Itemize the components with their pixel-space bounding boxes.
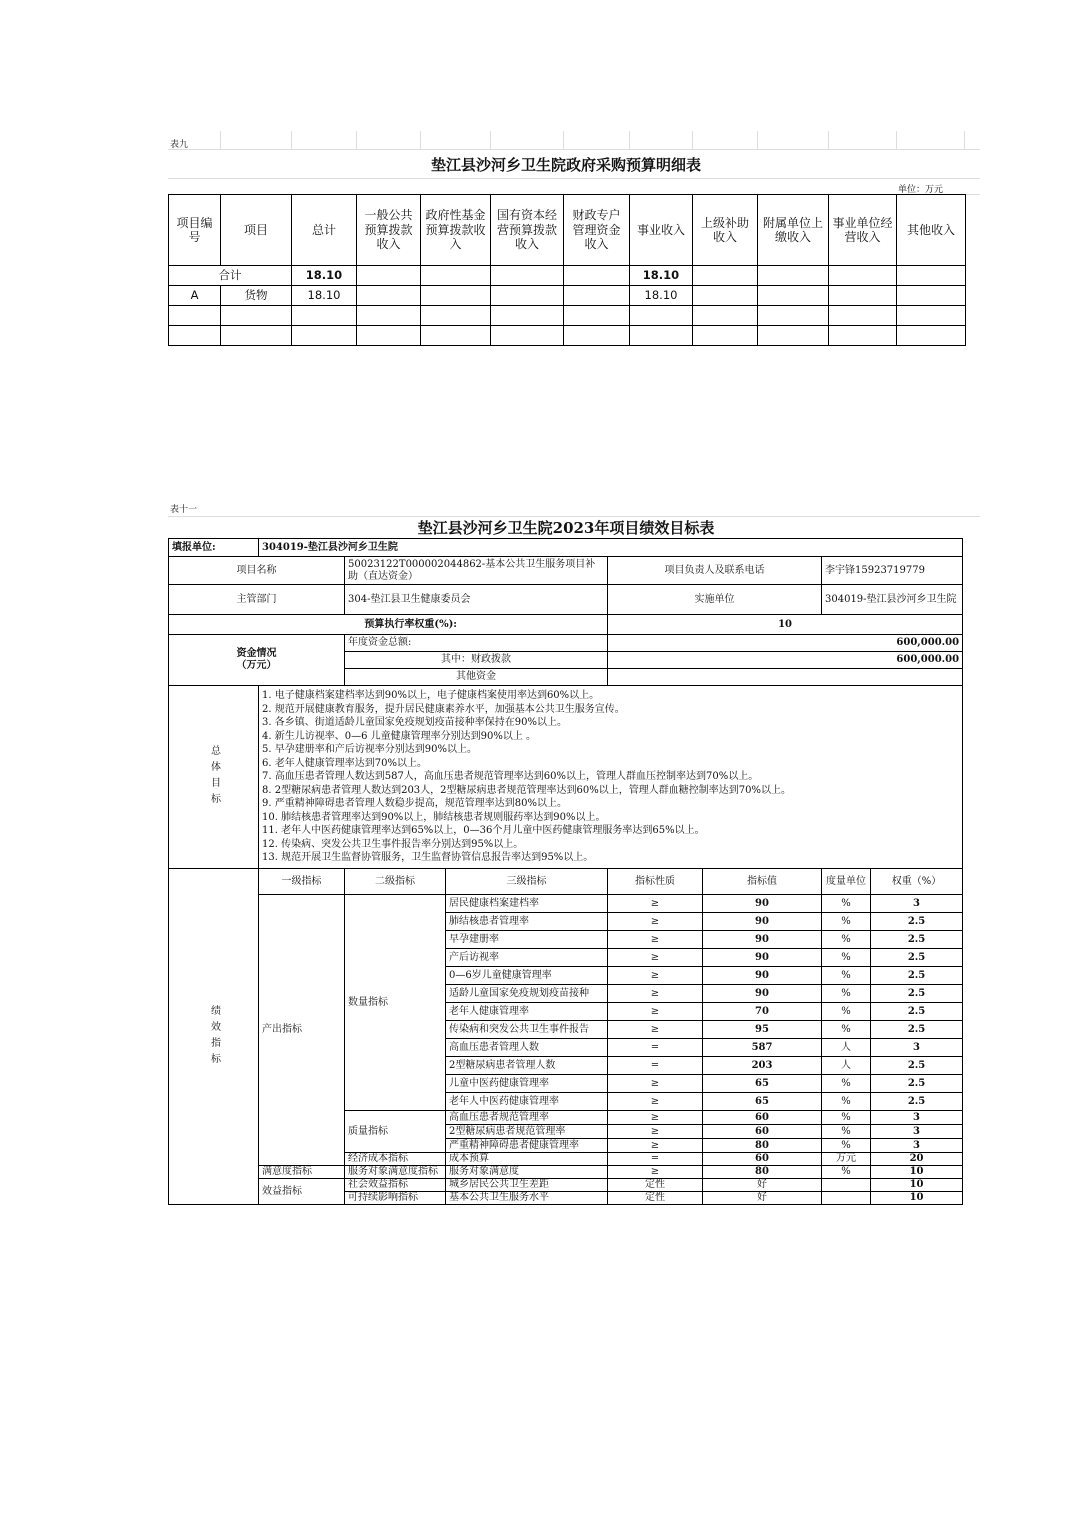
indicator-value: 60	[703, 1111, 822, 1125]
goal-item: 10. 肺结核患者管理率达到90%以上，肺结核患者规则服药率达到90%以上。	[262, 811, 606, 823]
table9	[168, 194, 966, 346]
leader-value: 李宇锋15923719779	[822, 557, 963, 585]
goal-item: 9. 严重精神障碍患者管理人数稳步提高，规范管理率达到80%以上。	[262, 798, 567, 810]
fund-fiscal-label: 其中：财政拨款	[345, 652, 608, 669]
goal-item: 13. 规范开展卫生监督协管服务，卫生监督协管信息报告率达到95%以上。	[262, 852, 594, 864]
indicator-name: 严重精神障碍患者健康管理率	[446, 1139, 608, 1153]
indicator-weight: 2.5	[871, 1003, 963, 1021]
indicator-op: ≥	[608, 1139, 703, 1153]
indicator-value: 80	[703, 1139, 822, 1153]
header-cell: 附属单位上缴收入	[758, 195, 829, 266]
indicator-value: 90	[703, 913, 822, 931]
total-value: 18.10	[292, 266, 357, 286]
indicator-value: 80	[703, 1166, 822, 1179]
indicator-name: 老年人健康管理率	[446, 1003, 608, 1021]
indicator-op: ≥	[608, 1093, 703, 1111]
indicator-name: 2型糖尿病患者规范管理率	[446, 1125, 608, 1139]
total-label: 合计	[169, 266, 292, 286]
indicator-unit: %	[822, 1021, 871, 1039]
table9-header-row	[169, 195, 966, 266]
col-header: 二级指标	[345, 869, 446, 895]
indicator-value: 90	[703, 931, 822, 949]
indicator-value: 90	[703, 895, 822, 913]
table11	[168, 538, 963, 1205]
level2-service: 服务对象满意度指标	[345, 1166, 446, 1179]
indicator-weight: 3	[871, 1111, 963, 1125]
indicator-name: 传染病和突发公共卫生事件报告	[446, 1021, 608, 1039]
indicator-op: ≥	[608, 1003, 703, 1021]
col-header: 三级指标	[446, 869, 608, 895]
indicator-name: 基本公共卫生服务水平	[446, 1192, 608, 1205]
indicator-op: ≥	[608, 1111, 703, 1125]
fill-unit-value: 304019-垫江县沙河乡卫生院	[259, 539, 963, 557]
indicator-name: 早孕建册率	[446, 931, 608, 949]
impl-value: 304019-垫江县沙河乡卫生院	[822, 585, 963, 615]
table11-label: 表十一	[170, 505, 198, 515]
table-row	[169, 306, 966, 326]
indicator-unit: %	[822, 949, 871, 967]
indicator-name: 居民健康档案建档率	[446, 895, 608, 913]
header-cell: 上级补助收入	[693, 195, 758, 266]
header-cell: 项目编号	[169, 195, 221, 266]
weight-value: 10	[608, 615, 963, 635]
dept-label: 主管部门	[169, 585, 345, 615]
indicator-unit: %	[822, 1003, 871, 1021]
table11-title: 垫江县沙河乡卫生院2023年项目绩效目标表	[417, 519, 715, 537]
row-total: 18.10	[292, 286, 357, 306]
indicator-value: 90	[703, 967, 822, 985]
indicator-weight: 2.5	[871, 1075, 963, 1093]
indicator-op: ≥	[608, 985, 703, 1003]
project-name-label: 项目名称	[169, 557, 345, 585]
indicator-op: =	[608, 1153, 703, 1166]
header-cell: 其他收入	[897, 195, 966, 266]
fill-unit-row	[169, 539, 963, 557]
indicator-value: 好	[703, 1179, 822, 1192]
table-row	[169, 895, 963, 913]
goal-item: 4. 新生儿访视率、0—6 儿童健康管理率分别达到90%以上 。	[262, 730, 537, 742]
header-cell: 事业单位经营收入	[829, 195, 897, 266]
fund-total-label: 年度资金总额:	[345, 635, 608, 652]
goal-item: 6. 老年人健康管理率达到70%以上。	[262, 757, 427, 769]
indicator-value: 203	[703, 1057, 822, 1075]
indicator-weight: 3	[871, 1139, 963, 1153]
goal-item: 12. 传染病、突发公共卫生事件报告率分别达到95%以上。	[262, 838, 524, 850]
indicator-op: ≥	[608, 1075, 703, 1093]
indicator-value: 好	[703, 1192, 822, 1205]
level1-benefit: 效益指标	[259, 1179, 345, 1205]
indicator-unit: %	[822, 1111, 871, 1125]
indicator-unit: 人	[822, 1057, 871, 1075]
goal-item: 2. 规范开展健康教育服务，提升居民健康素养水平，加强基本公共卫生服务宣传。	[262, 703, 625, 715]
goal-list	[259, 686, 963, 869]
indicator-unit: %	[822, 913, 871, 931]
indicator-weight: 10	[871, 1166, 963, 1179]
indicator-unit: %	[822, 985, 871, 1003]
goal-item: 3. 各乡镇、街道适龄儿童国家免疫规划疫苗接种率保持在90%以上。	[262, 717, 567, 729]
table9-label: 表九	[170, 140, 189, 150]
indicator-op: ≥	[608, 949, 703, 967]
indicator-name: 老年人中医药健康管理率	[446, 1093, 608, 1111]
indicator-op: ≥	[608, 1021, 703, 1039]
header-cell: 一般公共预算拨款收入	[357, 195, 421, 266]
header-cell: 事业收入	[630, 195, 693, 266]
indicator-op: =	[608, 1039, 703, 1057]
level2-sustain: 可持续影响指标	[345, 1192, 446, 1205]
indicator-value: 60	[703, 1125, 822, 1139]
project-name-row	[169, 557, 963, 585]
indicator-unit: 万元	[822, 1153, 871, 1166]
row-item: 货物	[221, 286, 292, 306]
indicator-op: 定性	[608, 1179, 703, 1192]
leader-label: 项目负责人及联系电话	[608, 557, 822, 585]
table-row	[169, 286, 966, 306]
fund-fiscal-value: 600,000.00	[608, 652, 963, 669]
row-business: 18.10	[630, 286, 693, 306]
goal-row	[169, 686, 963, 869]
fund-other-label: 其他资金	[345, 669, 608, 686]
indicator-name: 成本预算	[446, 1153, 608, 1166]
indicator-weight: 2.5	[871, 967, 963, 985]
table11-gridlines	[168, 498, 980, 517]
indicator-op: 定性	[608, 1192, 703, 1205]
header-cell: 政府性基金预算拨款收入	[421, 195, 491, 266]
indicator-value: 587	[703, 1039, 822, 1057]
fund-total-row	[169, 635, 963, 652]
total-business: 18.10	[630, 266, 693, 286]
indicator-name: 儿童中医药健康管理率	[446, 1075, 608, 1093]
perf-label	[169, 869, 259, 1205]
indicator-weight: 2.5	[871, 913, 963, 931]
indicator-value: 90	[703, 985, 822, 1003]
goal-label-text: 总体目标	[208, 745, 220, 809]
level1-output: 产出指标	[259, 895, 345, 1166]
impl-label: 实施单位	[608, 585, 822, 615]
indicator-name: 高血压患者管理人数	[446, 1039, 608, 1057]
indicator-weight: 2.5	[871, 1057, 963, 1075]
indicator-unit: %	[822, 1093, 871, 1111]
indicator-name: 0—6岁儿童健康管理率	[446, 967, 608, 985]
indicator-value: 90	[703, 949, 822, 967]
col-header: 指标性质	[608, 869, 703, 895]
indicator-op: ≥	[608, 1166, 703, 1179]
indicator-weight: 10	[871, 1179, 963, 1192]
goal-item: 8. 2型糖尿病患者管理人数达到203人，2型糖尿病患者规范管理率达到60%以上，管理人群血糖控制率达到70%以上。	[262, 784, 791, 796]
weight-row	[169, 615, 963, 635]
indicator-op: =	[608, 1057, 703, 1075]
level2-cost: 经济成本指标	[345, 1153, 446, 1166]
goal-item: 5. 早孕建册率和产后访视率分别达到90%以上。	[262, 744, 477, 756]
table9-unit: 单位：万元	[898, 185, 944, 195]
indicator-op: ≥	[608, 931, 703, 949]
indicator-weight: 3	[871, 895, 963, 913]
level2-quality: 质量指标	[345, 1111, 446, 1153]
indicator-weight: 20	[871, 1153, 963, 1166]
level2-quantity: 数量指标	[345, 895, 446, 1111]
indicator-weight: 3	[871, 1125, 963, 1139]
indicator-value: 60	[703, 1153, 822, 1166]
header-cell: 国有资本经营预算拨款收入	[491, 195, 564, 266]
indicator-name: 服务对象满意度	[446, 1166, 608, 1179]
indicator-value: 65	[703, 1075, 822, 1093]
header-cell: 项目	[221, 195, 292, 266]
project-name-value: 50023122T000002044862-基本公共卫生服务项目补助（直达资金）	[345, 557, 608, 585]
indicator-weight: 2.5	[871, 985, 963, 1003]
indicator-name: 城乡居民公共卫生差距	[446, 1179, 608, 1192]
header-cell: 财政专户管理资金收入	[564, 195, 630, 266]
indicator-unit	[822, 1179, 871, 1192]
indicator-unit: %	[822, 931, 871, 949]
indicator-weight: 2.5	[871, 949, 963, 967]
weight-label: 预算执行率权重(%):	[169, 615, 608, 635]
indicator-unit	[822, 1192, 871, 1205]
indicator-unit: %	[822, 967, 871, 985]
indicator-unit: %	[822, 895, 871, 913]
indicator-op: ≥	[608, 895, 703, 913]
indicator-op: ≥	[608, 967, 703, 985]
indicator-weight: 2.5	[871, 1021, 963, 1039]
indicator-name: 肺结核患者管理率	[446, 913, 608, 931]
table9-title: 垫江县沙河乡卫生院政府采购预算明细表	[430, 156, 701, 174]
indicator-unit: %	[822, 1139, 871, 1153]
indicator-weight: 2.5	[871, 1093, 963, 1111]
goal-item: 1. 电子健康档案建档率达到90%以上，电子健康档案使用率达到60%以上。	[262, 690, 600, 702]
fund-label: 资金情况（万元）	[169, 635, 345, 686]
indicator-name: 2型糖尿病患者管理人数	[446, 1057, 608, 1075]
table9-total-row	[169, 266, 966, 286]
indicator-weight: 10	[871, 1192, 963, 1205]
dept-row	[169, 585, 963, 615]
header-cell: 总计	[292, 195, 357, 266]
indicator-op: ≥	[608, 913, 703, 931]
indicator-name: 产后访视率	[446, 949, 608, 967]
col-header: 权重（%）	[871, 869, 963, 895]
indicator-name: 高血压患者规范管理率	[446, 1111, 608, 1125]
col-header: 一级指标	[259, 869, 345, 895]
level2-social: 社会效益指标	[345, 1179, 446, 1192]
indicator-value: 70	[703, 1003, 822, 1021]
table-row	[169, 1179, 963, 1192]
indicator-value: 65	[703, 1093, 822, 1111]
fill-unit-label: 填报单位:	[169, 539, 259, 557]
perf-label-text: 绩效指标	[208, 1004, 220, 1069]
fund-total-value: 600,000.00	[608, 635, 963, 652]
indicator-unit: 人	[822, 1039, 871, 1057]
indicator-value: 95	[703, 1021, 822, 1039]
indicator-unit: %	[822, 1125, 871, 1139]
col-header: 度量单位	[822, 869, 871, 895]
indicator-weight: 2.5	[871, 931, 963, 949]
goal-item: 7. 高血压患者管理人数达到587人，高血压患者规范管理率达到60%以上，管理人群血压控制率达到70%以上。	[262, 771, 759, 783]
dept-value: 304-垫江县卫生健康委员会	[345, 585, 608, 615]
indicator-op: ≥	[608, 1125, 703, 1139]
table-row	[169, 1166, 963, 1179]
indicator-name: 适龄儿童国家免疫规划疫苗接种	[446, 985, 608, 1003]
col-header: 指标值	[703, 869, 822, 895]
indicator-weight: 3	[871, 1039, 963, 1057]
level1-satisfaction: 满意度指标	[259, 1166, 345, 1179]
indicator-header-row	[169, 869, 963, 895]
table-row	[169, 326, 966, 346]
goal-item: 11. 老年人中医药健康管理率达到65%以上，0—36个月儿童中医药健康管理服务率达到65%以上。	[262, 825, 705, 837]
indicator-unit: %	[822, 1166, 871, 1179]
indicator-unit: %	[822, 1075, 871, 1093]
row-code: A	[169, 286, 221, 306]
goal-label	[169, 686, 259, 869]
